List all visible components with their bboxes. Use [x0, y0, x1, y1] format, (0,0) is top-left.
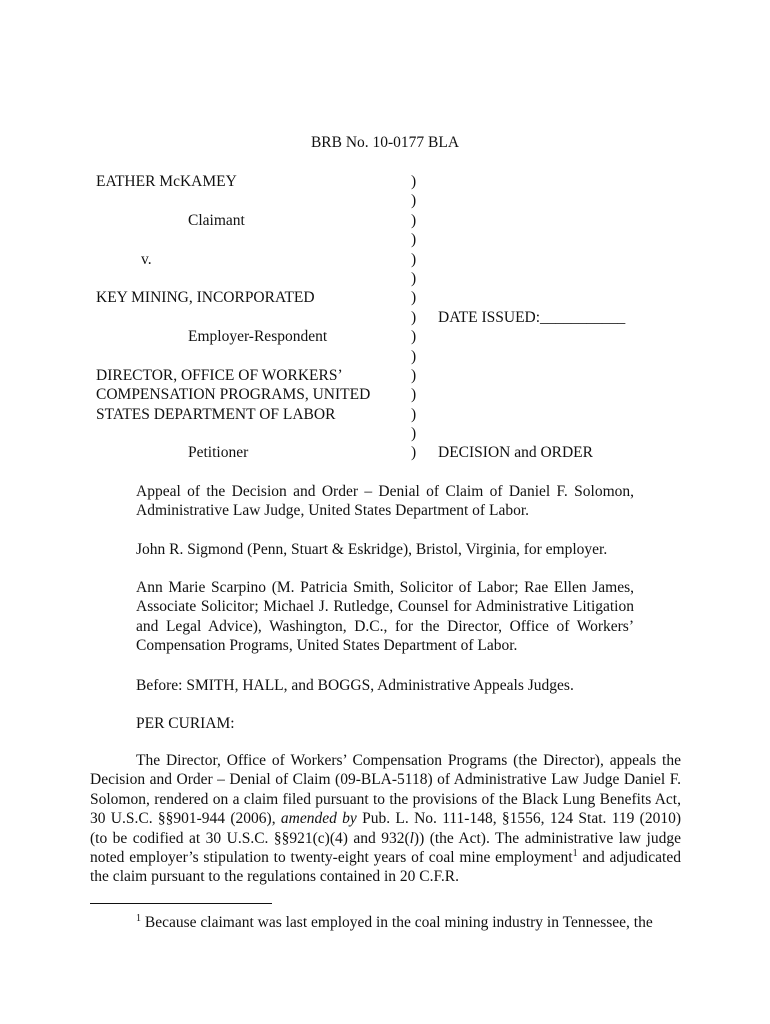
footnote-number: 1	[136, 912, 141, 924]
body-text: The Director, Office of Workers’ Compensation Programs (the Director), appeals the Decision and Order – Denial of Claim (09-BLA-5118) of Administrative Law Judge Daniel F. Solomon, rendered on a claim filed pursuant to the provisions of the Black Lung Benefits Act, 30 U.S.C. §§901-944 (2006),	[90, 752, 681, 828]
employer-role: Employer-Respondent	[188, 328, 328, 346]
employer-counsel: John R. Sigmond (Penn, Stuart & Eskridge), Bristol, Virginia, for employer.	[136, 541, 608, 558]
paren: )	[411, 405, 417, 423]
body-text-italic: l	[409, 829, 414, 847]
paren: )	[411, 211, 417, 229]
body-text-italic: amended by	[280, 810, 357, 828]
paren: )	[411, 308, 417, 326]
footnote	[136, 913, 682, 932]
body-text: )) (the Act). The administrative law judge noted employer’s stipulation to twenty-eight years of coal mine employment	[90, 829, 681, 867]
director-counsel: Ann Marie Scarpino (M. Patricia Smith, Solicitor of Labor; Rae Ellen James, Associate Solicitor; Michael J. Rutledge, Counsel for Administrative Litigation and Legal Advice), Washington, D.C., for the Director, Office of Workers’ Compensation Programs, United States Department of Labor.	[136, 579, 634, 655]
paren: )	[411, 289, 417, 307]
director-line-3: STATES DEPARTMENT OF LABOR	[96, 405, 336, 423]
per-curiam-heading: PER CURIAM:	[136, 715, 235, 732]
director-line-2: COMPENSATION PROGRAMS, UNITED	[96, 386, 371, 404]
paren: )	[411, 347, 417, 365]
versus-label: v.	[141, 250, 152, 268]
docket-number: BRB No. 10-0177 BLA	[310, 134, 460, 151]
date-issued: DATE ISSUED:___________	[438, 309, 626, 326]
paren: )	[411, 250, 417, 268]
claimant-role: Claimant	[188, 211, 245, 229]
petitioner-role: Petitioner	[188, 444, 249, 462]
paren: )	[411, 444, 417, 462]
caption-parentheses	[411, 172, 423, 463]
paren: )	[411, 425, 417, 443]
paren: )	[411, 192, 417, 210]
body-text: Pub. L. No. 111-148, §1556, 124 Stat. 119 (2010) (to be codified at 30 U.S.C. §§921(c)(4) and 932(	[90, 810, 682, 847]
footnote-text: Because claimant was last employed in the coal mining industry in Tennessee, the	[141, 914, 653, 931]
footnote-reference[interactable]: 1	[572, 847, 578, 859]
body-text: and adjudicated the claim pursuant to the regulations contained in 20 C.F.R.	[90, 849, 681, 886]
director-line-1: DIRECTOR, OFFICE OF WORKERS’	[96, 366, 343, 384]
paren: )	[411, 269, 417, 287]
paren: )	[411, 386, 417, 404]
employer-name: KEY MINING, INCORPORATED	[96, 289, 315, 307]
opinion-paragraph	[90, 751, 681, 887]
case-caption-left	[96, 172, 370, 463]
paren: )	[411, 328, 417, 346]
paren: )	[411, 231, 417, 249]
panel-judges: Before: SMITH, HALL, and BOGGS, Administrative Appeals Judges.	[136, 677, 574, 694]
paren: )	[411, 366, 417, 384]
decision-title: DECISION and ORDER	[438, 444, 593, 461]
claimant-name: EATHER McKAMEY	[96, 173, 237, 190]
paren: )	[411, 173, 417, 190]
footnote-divider	[90, 903, 272, 904]
appeal-paragraph: Appeal of the Decision and Order – Denial of Claim of Daniel F. Solomon, Administrative Law Judge, United States Department of Labor.	[136, 483, 634, 520]
